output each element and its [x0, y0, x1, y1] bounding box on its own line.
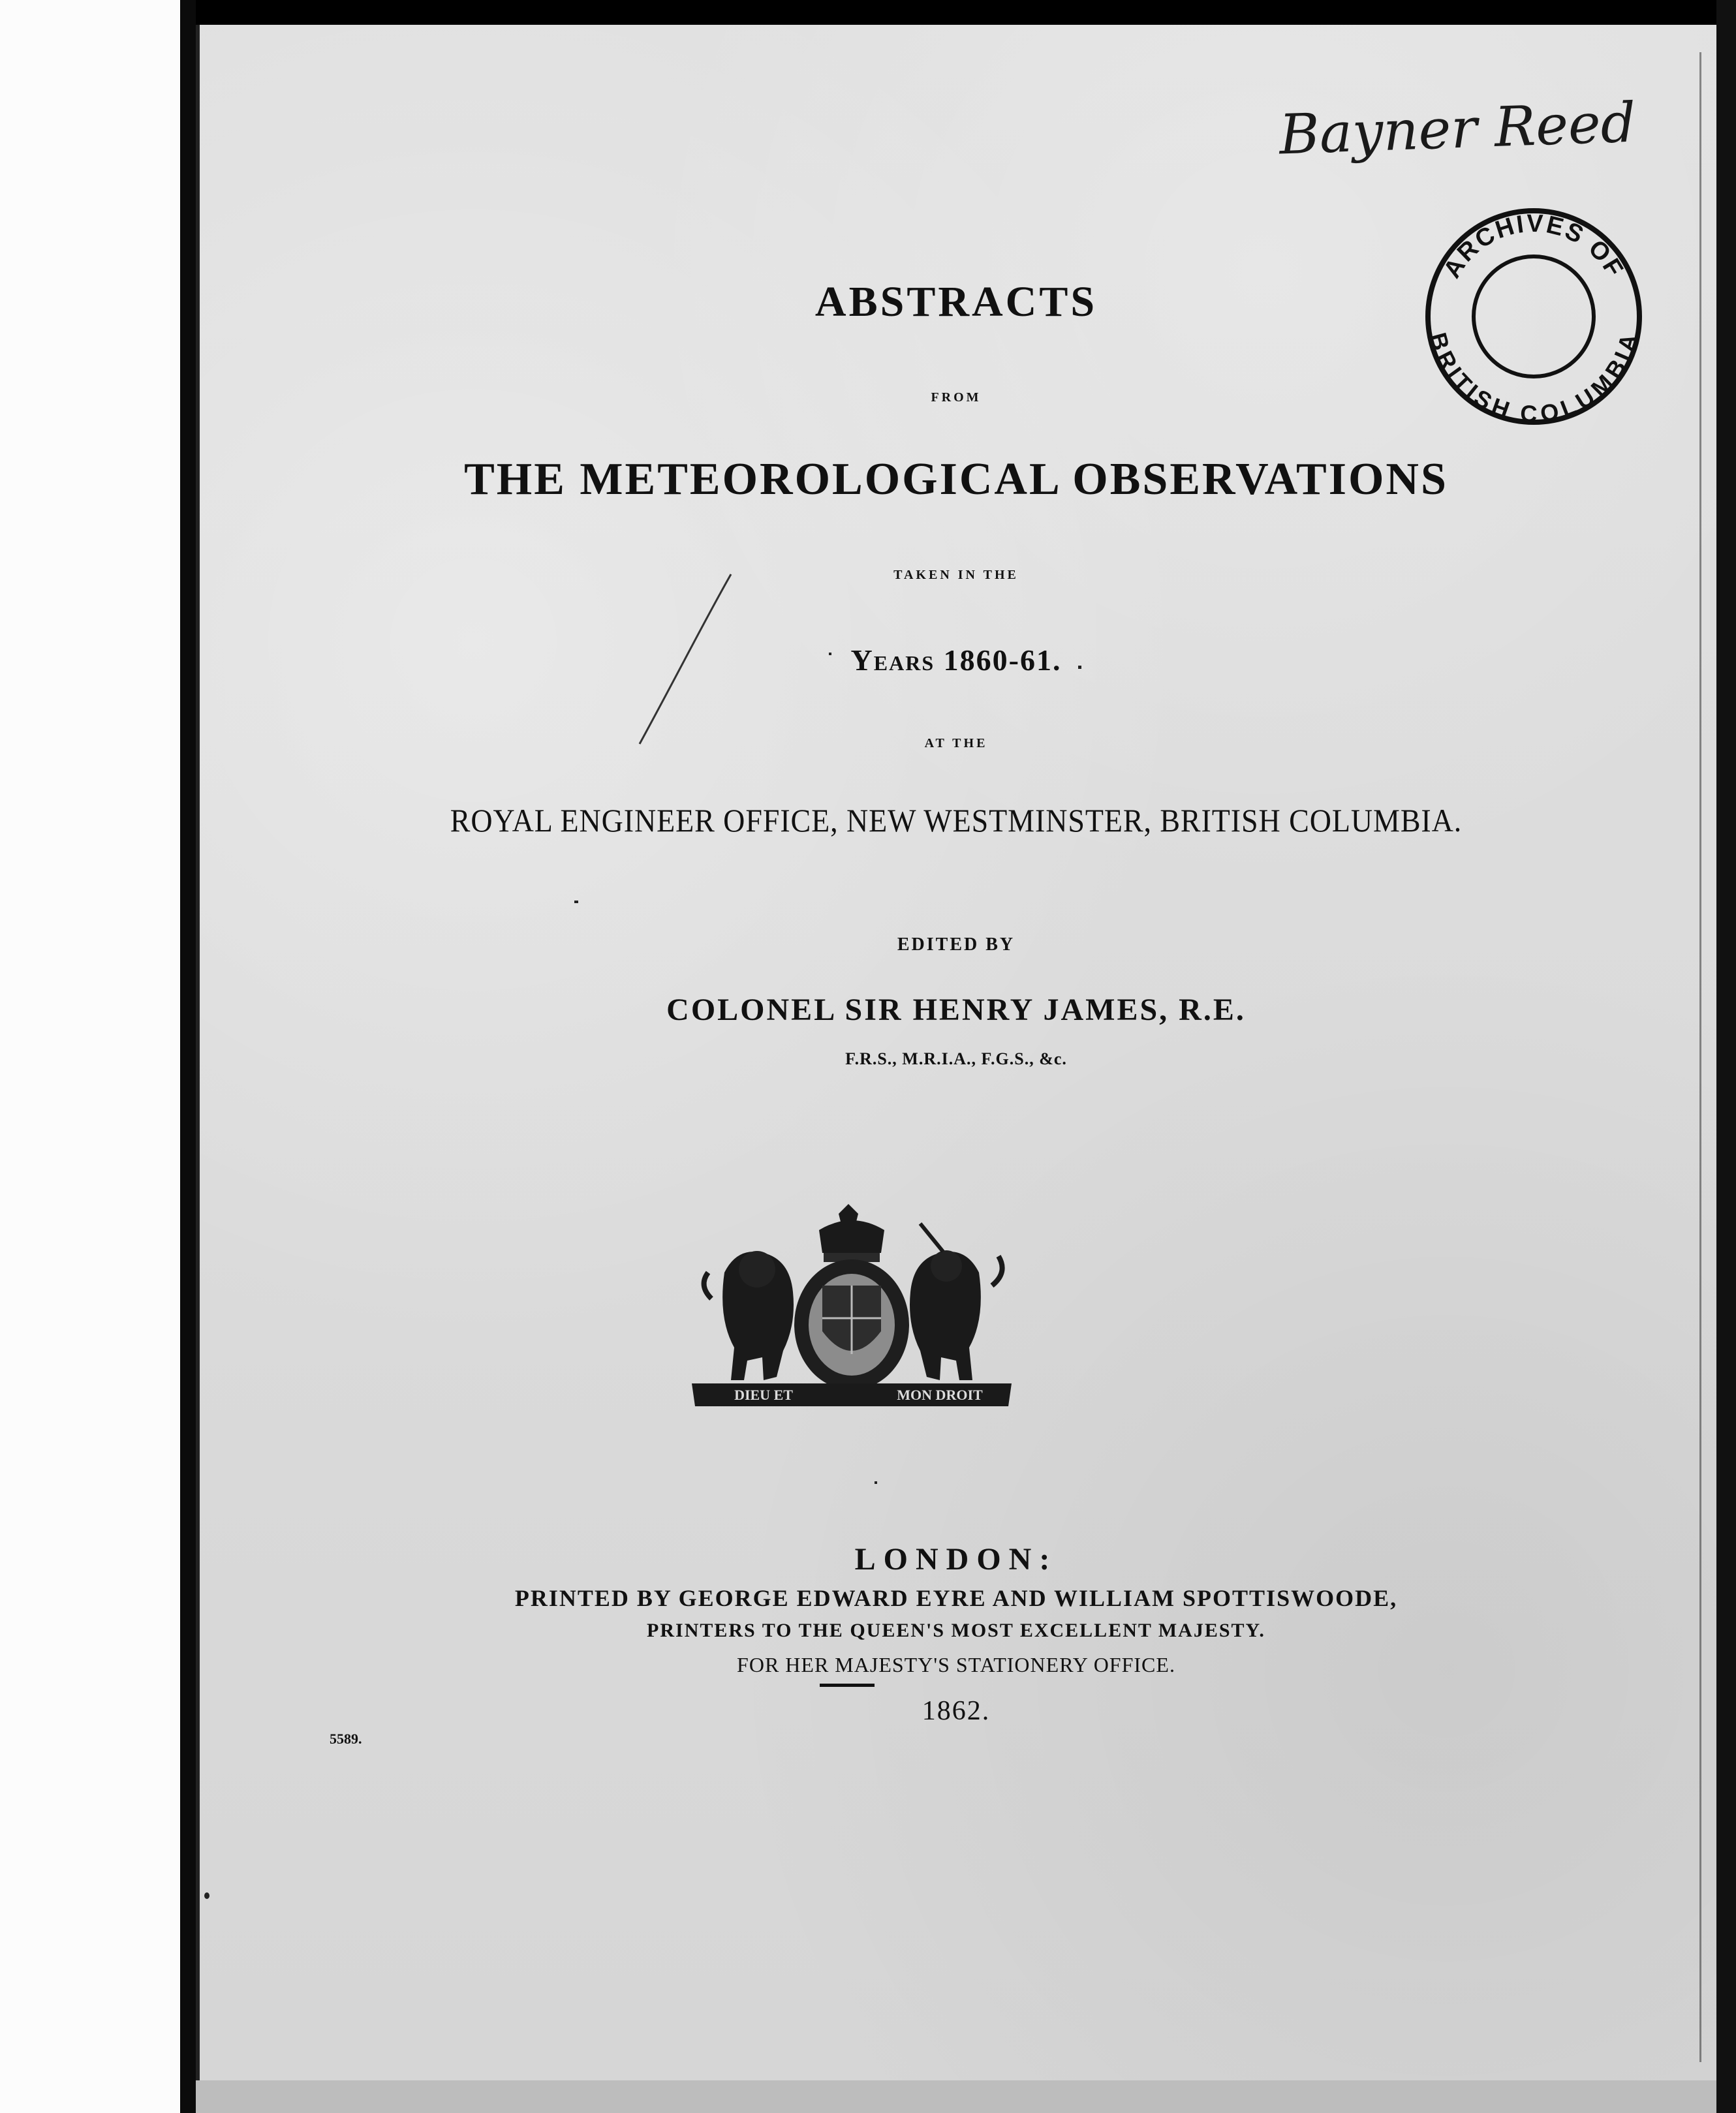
years-line: Years 1860-61.: [850, 643, 1062, 677]
location-line: ROYAL ENGINEER OFFICE, NEW WESTMINSTER, BRITISH COLUMBIA.: [450, 802, 1463, 839]
stamp-top-text: ARCHIVES OF: [1438, 209, 1630, 283]
page-bottom-edge: [196, 2080, 1716, 2113]
crest-motto-right: MON DROIT: [897, 1387, 983, 1403]
editor-name: COLONEL SIR HENRY JAMES, R.E.: [666, 993, 1246, 1027]
imprint-office: FOR HER MAJESTY'S STATIONERY OFFICE.: [737, 1653, 1175, 1676]
svg-text:ARCHIVES OF: [1438, 210, 1629, 283]
from-line: FROM: [931, 390, 982, 405]
at-line: AT THE: [924, 736, 988, 750]
imprint-printer-title: PRINTERS TO THE QUEEN'S MOST EXCELLENT MAJESTY.: [647, 1620, 1265, 1641]
speck: [204, 1892, 209, 1899]
left-margin-strip: [0, 0, 180, 2113]
taken-line: TAKEN IN THE: [893, 568, 1019, 582]
catalog-number: 5589.: [330, 1731, 362, 1747]
right-scan-edge: [1716, 0, 1736, 2113]
imprint-city: LONDON:: [854, 1542, 1058, 1577]
royal-coat-of-arms: [685, 1201, 1018, 1423]
speck: [574, 901, 578, 903]
handwritten-signature: Bayner Reed: [1278, 90, 1637, 167]
crest-motto-left: DIEU ET: [734, 1387, 793, 1403]
stamp-bottom-text: BRITISH COLUMBIA: [1424, 330, 1643, 427]
imprint-rule: [820, 1684, 875, 1687]
edited-by-line: EDITED BY: [897, 934, 1015, 955]
binding-gap: [180, 0, 196, 2113]
svg-text:BRITISH COLUMBIA: [1425, 330, 1643, 427]
imprint-year: 1862.: [922, 1696, 991, 1726]
imprint-printer: PRINTED BY GEORGE EDWARD EYRE AND WILLIAM SPOTTISWOODE,: [514, 1585, 1398, 1611]
editor-qualifications: F.R.S., M.R.I.A., F.G.S., &c.: [845, 1049, 1067, 1068]
document-title: ABSTRACTS: [814, 278, 1098, 326]
archives-stamp: [1419, 202, 1648, 431]
document-subject: THE METEOROLOGICAL OBSERVATIONS: [464, 454, 1448, 504]
speck: [875, 1481, 877, 1484]
